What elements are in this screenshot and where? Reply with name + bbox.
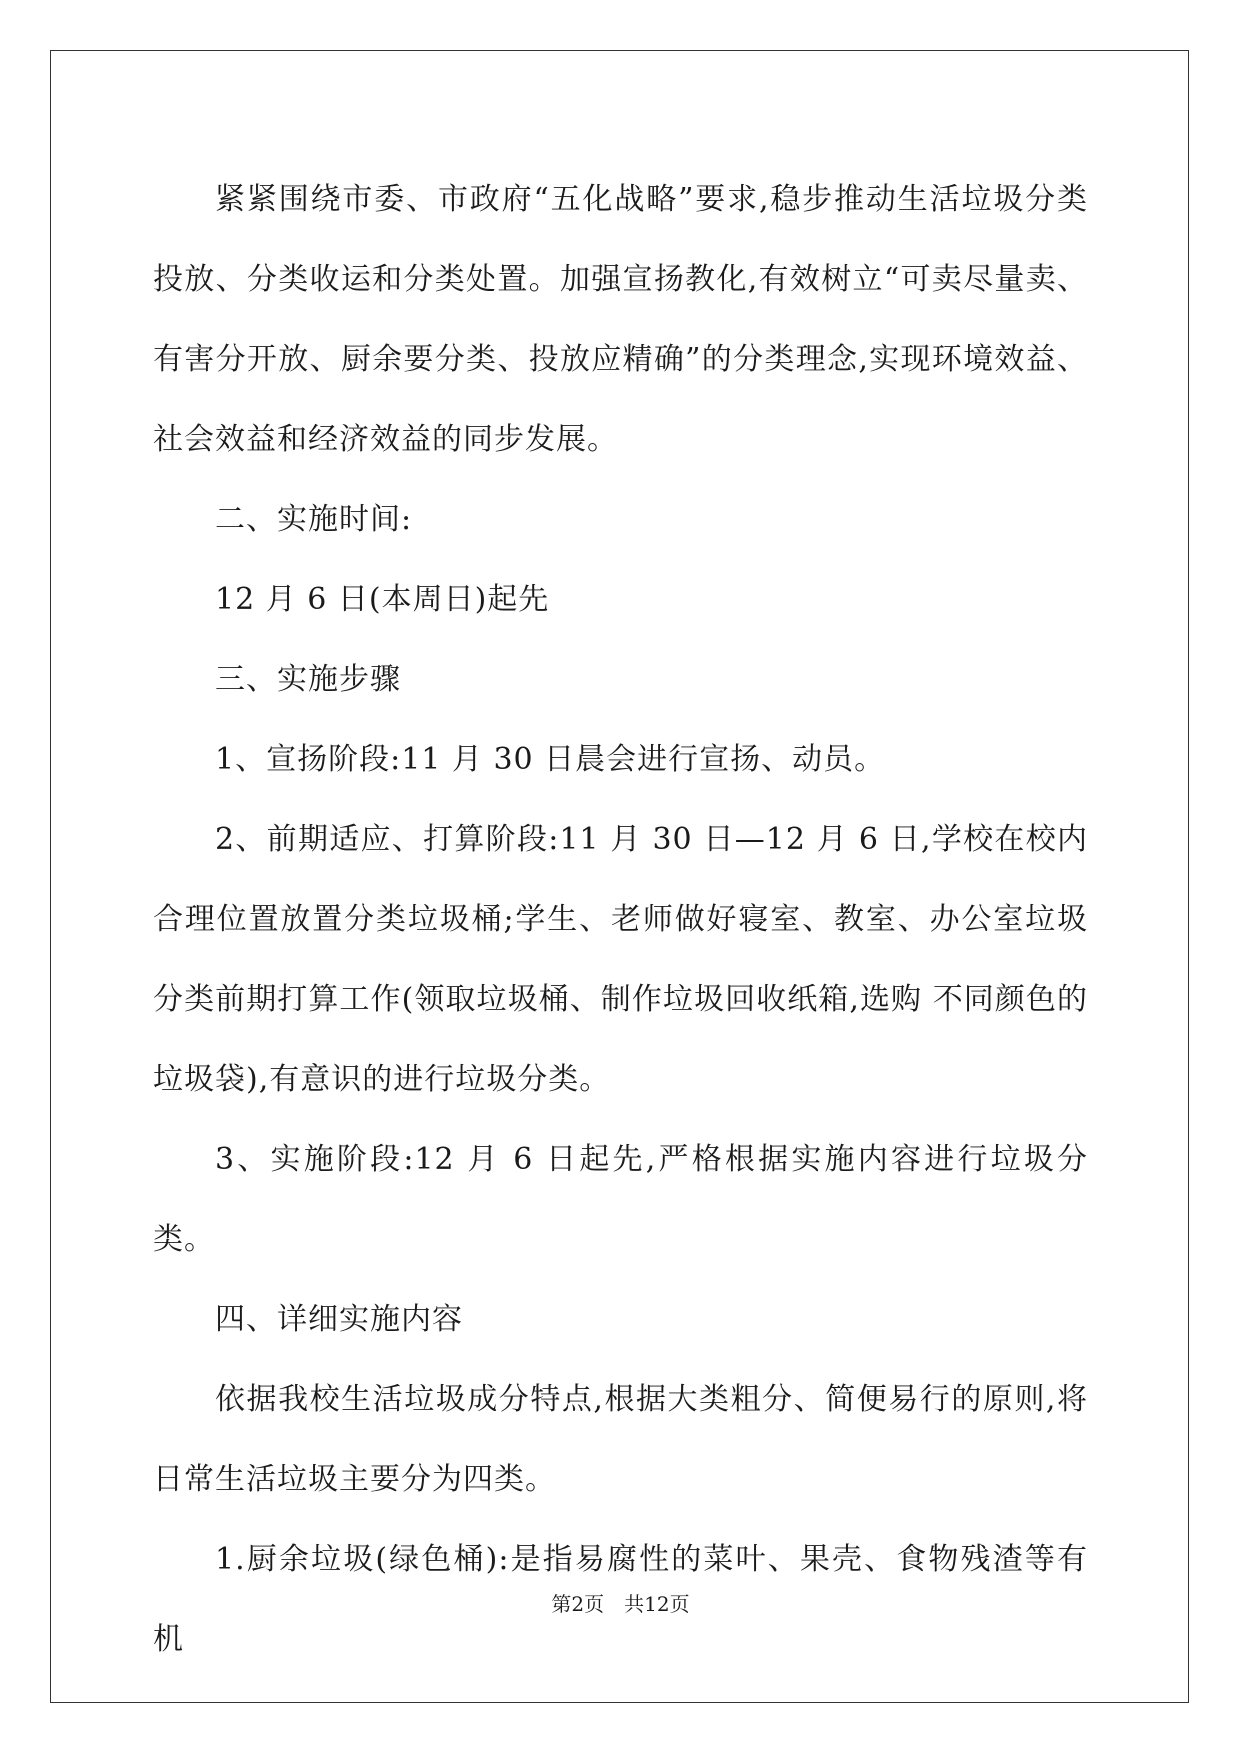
section-heading: 三、实施步骤 bbox=[215, 662, 401, 697]
paragraph: 12 月 6 日(本周日)起先 bbox=[215, 582, 550, 617]
document-body bbox=[153, 160, 1088, 1680]
paragraph: 2、前期适应、打算阶段:11 月 30 日—12 月 6 日,学校在校内合理位置放置分类垃圾桶;学生、老师做好寝室、教室、办公室垃圾分类前期打算工作(领取垃圾桶、制作垃圾回收纸箱,选购 不同颜色的垃圾袋),有意识的进行垃圾分类。 bbox=[153, 822, 1088, 1097]
paragraph: 依据我校生活垃圾成分特点,根据大类粗分、简便易行的原则,将日常生活垃圾主要分为四类。 bbox=[153, 1382, 1088, 1497]
page-footer bbox=[0, 1590, 1241, 1618]
total-pages: 共12页 bbox=[624, 1592, 690, 1616]
paragraph: 1.厨余垃圾(绿色桶):是指易腐性的菜叶、果壳、食物残渣等有机 bbox=[153, 1542, 1088, 1657]
section-heading: 四、详细实施内容 bbox=[215, 1302, 463, 1337]
paragraph: 紧紧围绕市委、市政府“五化战略”要求,稳步推动生活垃圾分类投放、分类收运和分类处置。加强宣扬教化,有效树立“可卖尽量卖、有害分开放、厨余要分类、投放应精确”的分类理念,实现环境效益、社会效益和经济效益的同步发展。 bbox=[153, 182, 1088, 457]
section-heading: 二、实施时间: bbox=[215, 502, 413, 537]
page-number: 第2页 bbox=[551, 1592, 605, 1616]
paragraph: 1、宣扬阶段:11 月 30 日晨会进行宣扬、动员。 bbox=[215, 742, 886, 777]
paragraph: 3、实施阶段:12 月 6 日起先,严格根据实施内容进行垃圾分类。 bbox=[153, 1142, 1088, 1257]
